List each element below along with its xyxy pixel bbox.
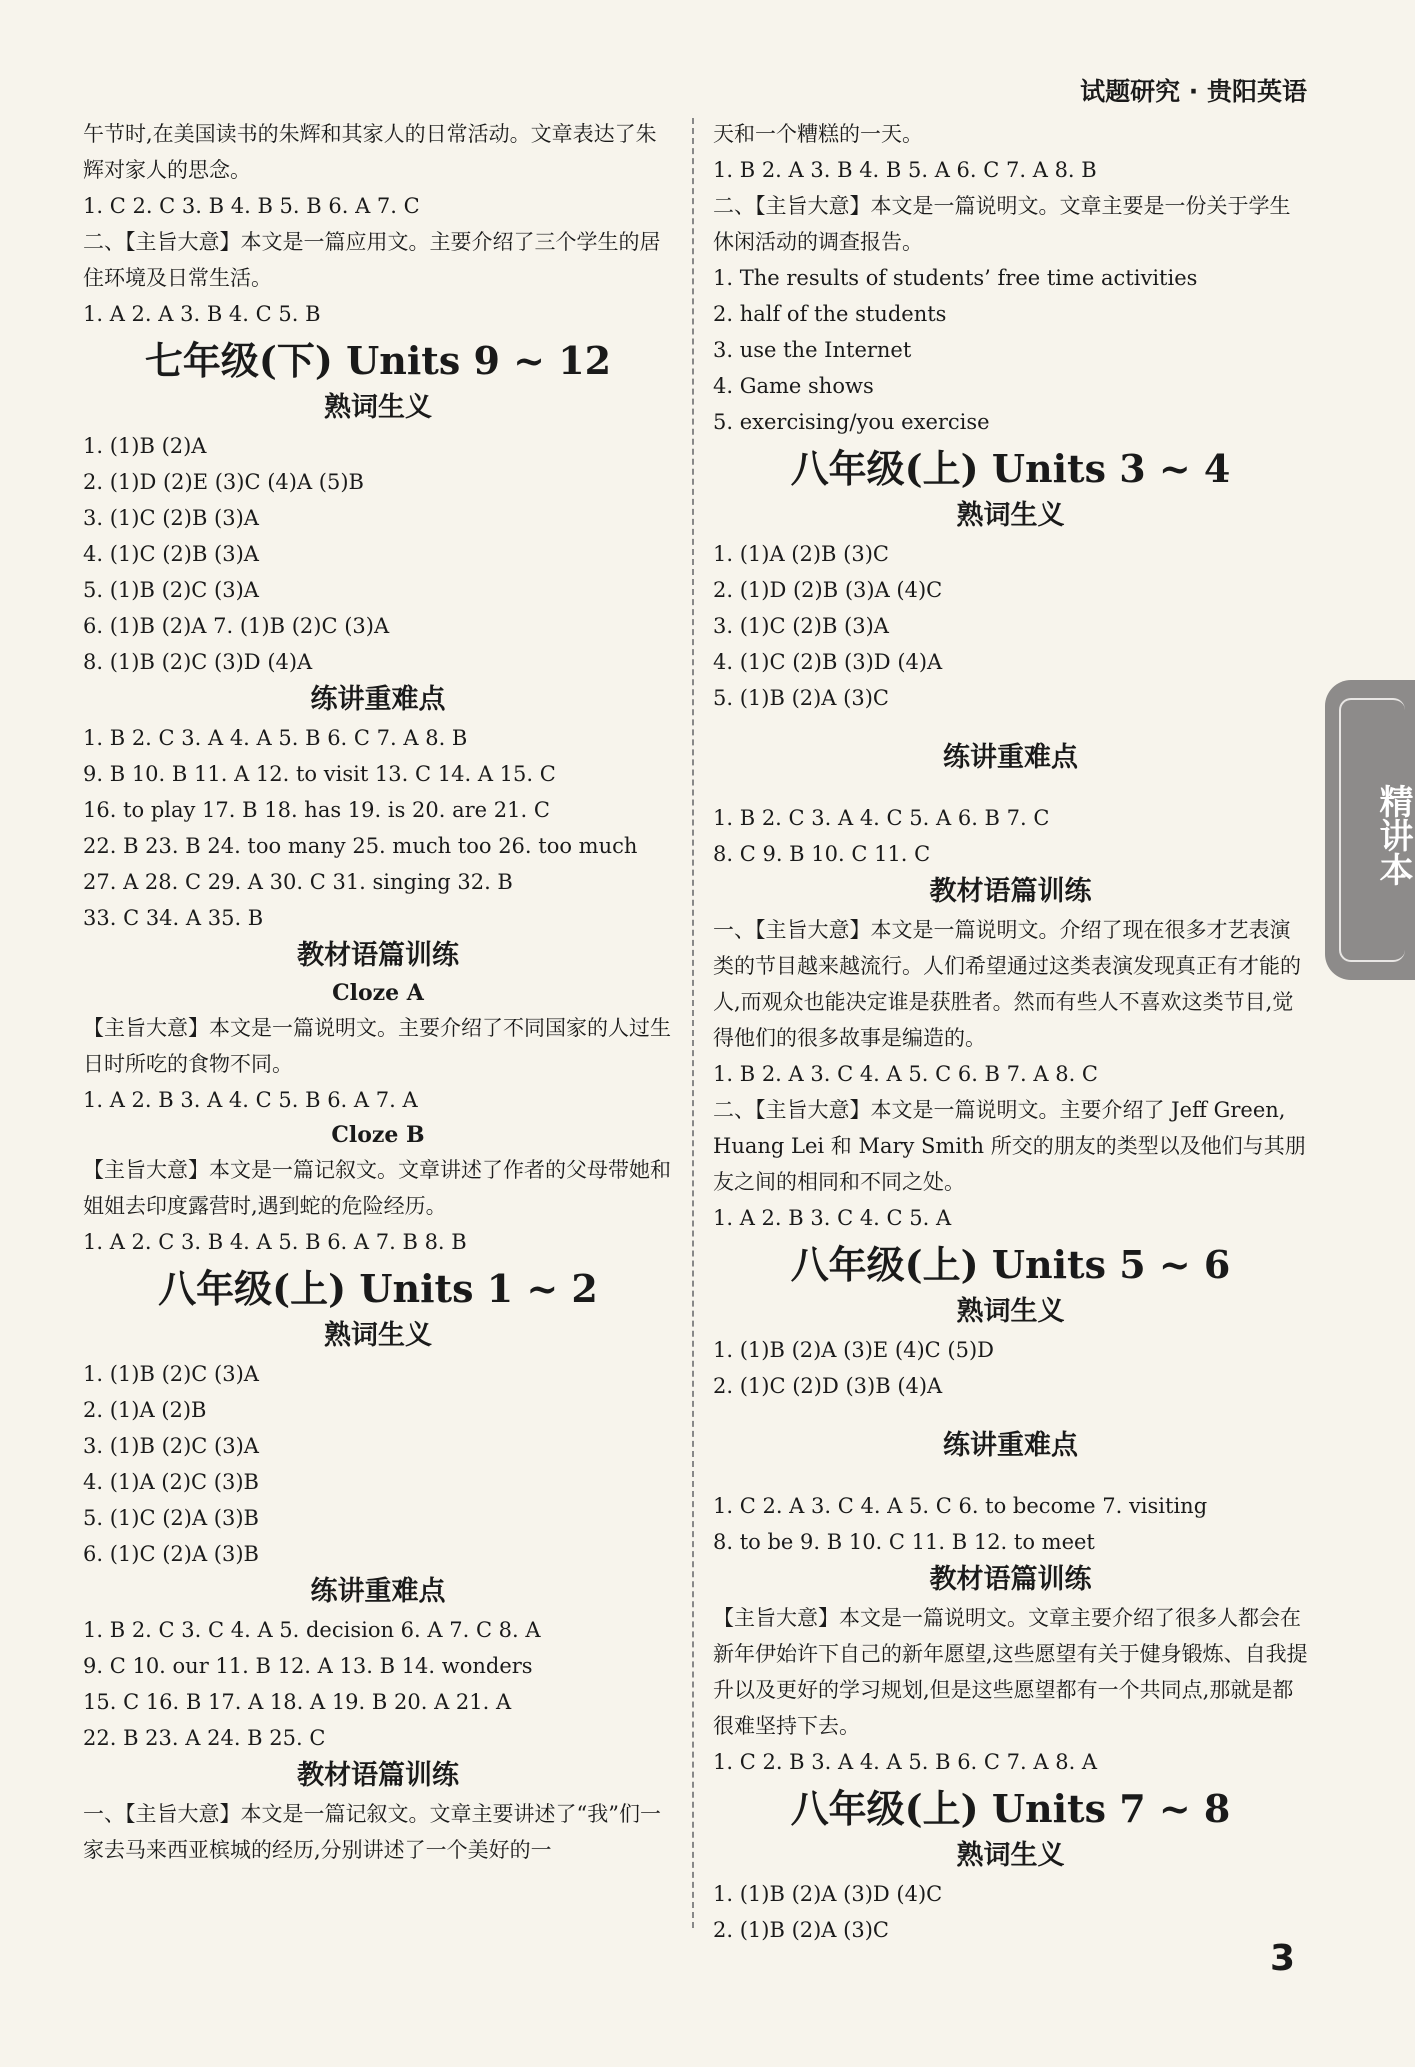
answer-line: 1. A 2. C 3. B 4. A 5. B 6. A 7. B 8. B	[83, 1230, 467, 1254]
answer-line: 8. C 9. B 10. C 11. C	[713, 842, 931, 866]
answer-line: 3. (1)C (2)B (3)A	[83, 506, 259, 530]
answer-line: 5. exercising/you exercise	[713, 410, 990, 434]
answer-line: 8. to be 9. B 10. C 11. B 12. to meet	[713, 1530, 1095, 1554]
answer-line: 3. (1)C (2)B (3)A	[713, 614, 889, 638]
answer-line: 9. B 10. B 11. A 12. to visit 13. C 14. A 15. C	[83, 762, 556, 786]
answer-line: 16. to play 17. B 18. has 19. is 20. are 21. C	[83, 798, 550, 822]
answer-line: 1. B 2. C 3. A 4. A 5. B 6. C 7. A 8. B	[83, 726, 468, 750]
side-tab	[1325, 680, 1415, 980]
section-heading: 熟词生义	[324, 1320, 432, 1351]
answer-line: 27. A 28. C 29. A 30. C 31. singing 32. B	[83, 870, 513, 894]
running-header: 试题研究 · 贵阳英语	[1080, 77, 1307, 106]
answer-line: 5. (1)B (2)C (3)A	[83, 578, 259, 602]
answer-line: 4. Game shows	[713, 374, 874, 398]
answer-line: 2. (1)C (2)D (3)B (4)A	[713, 1374, 943, 1398]
spacer	[713, 778, 1308, 800]
section-heading: 教材语篇训练	[929, 1564, 1092, 1595]
section-heading: 练讲重难点	[310, 1576, 446, 1607]
unit-heading: 八年级(上) Units 5 ~ 6	[790, 1242, 1231, 1287]
answer-line: 4. (1)C (2)B (3)D (4)A	[713, 650, 943, 674]
section-heading: 教材语篇训练	[297, 1760, 459, 1791]
subsection-heading: Cloze B	[331, 1122, 425, 1148]
answer-line: 1. C 2. C 3. B 4. B 5. B 6. A 7. C	[83, 194, 420, 218]
answer-line: 15. C 16. B 17. A 18. A 19. B 20. A 21. A	[83, 1690, 512, 1714]
answer-line: 1. A 2. B 3. C 4. C 5. A	[713, 1206, 952, 1230]
answer-line: 2. (1)D (2)B (3)A (4)C	[713, 578, 943, 602]
right-column	[713, 116, 1308, 1948]
answer-line: 3. (1)B (2)C (3)A	[83, 1434, 259, 1458]
answer-line: 1. The results of students’ free time activities	[713, 266, 1198, 290]
summary-paragraph: 一、【主旨大意】本文是一篇说明文。介绍了现在很多才艺表演类的节目越来越流行。人们希望通过这类表演发现真正有才能的人,而观众也能决定谁是获胜者。然而有些人不喜欢这类节目,觉得他们的很多故事是编造的。	[713, 918, 1301, 1050]
answer-line: 1. A 2. B 3. A 4. C 5. B 6. A 7. A	[83, 1088, 418, 1112]
answer-line: 1. C 2. A 3. C 4. A 5. C 6. to become 7. visiting	[713, 1494, 1208, 1518]
answer-line: 2. (1)A (2)B	[83, 1398, 207, 1422]
summary-paragraph: 二、【主旨大意】本文是一篇应用文。主要介绍了三个学生的居住环境及日常生活。	[83, 230, 661, 290]
answer-line: 1. B 2. A 3. C 4. A 5. C 6. B 7. A 8. C	[713, 1062, 1098, 1086]
section-heading: 教材语篇训练	[929, 876, 1092, 907]
answer-line: 1. (1)B (2)C (3)A	[83, 1362, 259, 1386]
unit-heading: 八年级(上) Units 1 ~ 2	[158, 1266, 598, 1311]
summary-paragraph: 二、【主旨大意】本文是一篇说明文。主要介绍了 Jeff Green, Huang Lei 和 Mary Smith 所交的朋友的类型以及他们与其朋友之间的相同和不同之处。	[713, 1098, 1306, 1194]
answer-line: 3. use the Internet	[713, 338, 912, 362]
column-divider	[692, 118, 694, 1928]
answer-line: 1. A 2. A 3. B 4. C 5. B	[83, 302, 321, 326]
unit-heading: 八年级(上) Units 7 ~ 8	[790, 1786, 1231, 1831]
section-heading: 练讲重难点	[943, 742, 1078, 773]
answer-line: 1. B 2. C 3. C 4. A 5. decision 6. A 7. C 8. A	[83, 1618, 541, 1642]
answer-line: 2. (1)B (2)A (3)C	[713, 1918, 889, 1942]
answer-line: 2. (1)D (2)E (3)C (4)A (5)B	[83, 470, 364, 494]
answer-line: 22. B 23. A 24. B 25. C	[83, 1726, 326, 1750]
section-heading: 练讲重难点	[943, 1430, 1078, 1461]
answer-line: 5. (1)C (2)A (3)B	[83, 1506, 259, 1530]
summary-paragraph: 一、【主旨大意】本文是一篇记叙文。文章主要讲述了“我”们一家去马来西亚槟城的经历,分别讲述了一个美好的一	[83, 1802, 661, 1862]
spacer	[713, 1404, 1308, 1426]
answer-line: 1. (1)B (2)A (3)E (4)C (5)D	[713, 1338, 994, 1362]
answer-line: 1. (1)B (2)A	[83, 434, 207, 458]
answer-line: 5. (1)B (2)A (3)C	[713, 686, 889, 710]
unit-heading: 八年级(上) Units 3 ~ 4	[790, 446, 1231, 491]
section-heading: 熟词生义	[956, 1840, 1065, 1871]
summary-paragraph: 【主旨大意】本文是一篇说明文。文章主要介绍了很多人都会在新年伊始许下自己的新年愿望,这些愿望有关于健身锻炼、自我提升以及更好的学习规划,但是这些愿望都有一个共同点,那就是都很难坚持下去。	[713, 1606, 1308, 1738]
section-heading: 教材语篇训练	[297, 940, 459, 971]
side-tab-label: 精讲本	[1373, 784, 1413, 886]
spacer	[713, 716, 1308, 738]
page-number: 3	[1270, 1938, 1296, 1979]
answer-line: 1. (1)A (2)B (3)C	[713, 542, 889, 566]
answer-line: 1. B 2. C 3. A 4. C 5. A 6. B 7. C	[713, 806, 1050, 830]
answer-line: 4. (1)A (2)C (3)B	[83, 1470, 259, 1494]
answer-line: 8. (1)B (2)C (3)D (4)A	[83, 650, 313, 674]
answer-line: 天和一个糟糕的一天。	[713, 122, 923, 146]
answer-line: 9. C 10. our 11. B 12. A 13. B 14. wonders	[83, 1654, 533, 1678]
unit-heading: 七年级(下) Units 9 ~ 12	[144, 338, 612, 383]
section-heading: 熟词生义	[956, 500, 1065, 531]
answer-line: 22. B 23. B 24. too many 25. much too 26. too much	[83, 834, 638, 858]
answer-line: 1. C 2. B 3. A 4. A 5. B 6. C 7. A 8. A	[713, 1750, 1098, 1774]
left-column	[83, 116, 673, 1868]
answer-line: 2. half of the students	[713, 302, 947, 326]
summary-paragraph: 午节时,在美国读书的朱辉和其家人的日常活动。文章表达了朱辉对家人的思念。	[83, 122, 657, 182]
answer-line: 1. (1)B (2)A (3)D (4)C	[713, 1882, 943, 1906]
summary-paragraph: 【主旨大意】本文是一篇说明文。主要介绍了不同国家的人过生日时所吃的食物不同。	[83, 1016, 671, 1076]
section-heading: 熟词生义	[324, 392, 432, 423]
section-heading: 练讲重难点	[310, 684, 446, 715]
answer-line: 6. (1)C (2)A (3)B	[83, 1542, 259, 1566]
summary-paragraph: 【主旨大意】本文是一篇记叙文。文章讲述了作者的父母带她和姐姐去印度露营时,遇到蛇的危险经历。	[83, 1158, 671, 1218]
section-heading: 熟词生义	[956, 1296, 1065, 1327]
answer-line: 6. (1)B (2)A 7. (1)B (2)C (3)A	[83, 614, 390, 638]
answer-line: 33. C 34. A 35. B	[83, 906, 264, 930]
spacer	[713, 1466, 1308, 1488]
subsection-heading: Cloze A	[332, 980, 424, 1006]
answer-line: 1. B 2. A 3. B 4. B 5. A 6. C 7. A 8. B	[713, 158, 1097, 182]
answer-line: 4. (1)C (2)B (3)A	[83, 542, 259, 566]
summary-paragraph: 二、【主旨大意】本文是一篇说明文。文章主要是一份关于学生休闲活动的调查报告。	[713, 194, 1291, 254]
